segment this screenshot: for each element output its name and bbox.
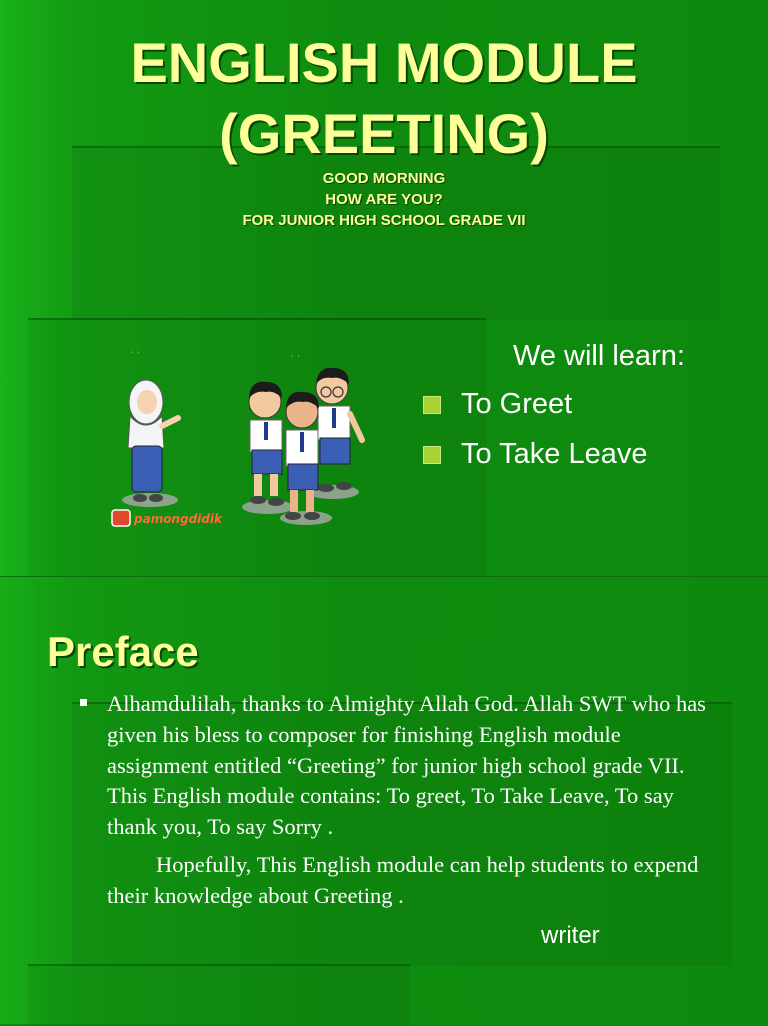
preface-paragraph-1: Alhamdulilah, thanks to Almighty Allah God. Allah SWT who has given his bless to composer for finishing English module assignment entitled “Greeting” for junior high school grade VII. This English module contains: To greet, To Take Leave, To say thank you, To say Sorry . <box>107 691 706 840</box>
subtitle-line-1: GOOD MORNING <box>322 170 446 187</box>
title-line-2: (GREETING) <box>219 102 549 165</box>
square-bullet-icon <box>423 446 441 464</box>
learn-item <box>423 388 572 421</box>
subtitle-line-3: FOR JUNIOR HIGH SCHOOL GRADE VII <box>242 212 526 229</box>
subtitle-line-2: HOW ARE YOU? <box>325 191 443 208</box>
title-line-1: ENGLISH MODULE <box>130 31 638 94</box>
square-bullet-icon <box>423 396 441 414</box>
signature: writer <box>541 922 600 949</box>
preface-heading: Preface <box>47 628 199 675</box>
decorative-panel <box>28 964 410 1026</box>
students-illustration <box>100 350 380 540</box>
learn-item-label: To Greet <box>461 388 573 420</box>
square-bullet-icon <box>80 699 87 706</box>
learn-item-label: To Take Leave <box>461 438 648 470</box>
watermark-text: pamongdidik <box>134 512 222 526</box>
learn-item <box>423 438 648 471</box>
preface-paragraph-2: Hopefully, This English module can help students to expend their knowledge about Greeting . <box>107 852 699 908</box>
svg-text:˙ ˙: ˙ ˙ <box>130 351 141 360</box>
svg-text:˙ ˙: ˙ ˙ <box>290 355 301 364</box>
learn-heading: We will learn: <box>513 340 685 372</box>
